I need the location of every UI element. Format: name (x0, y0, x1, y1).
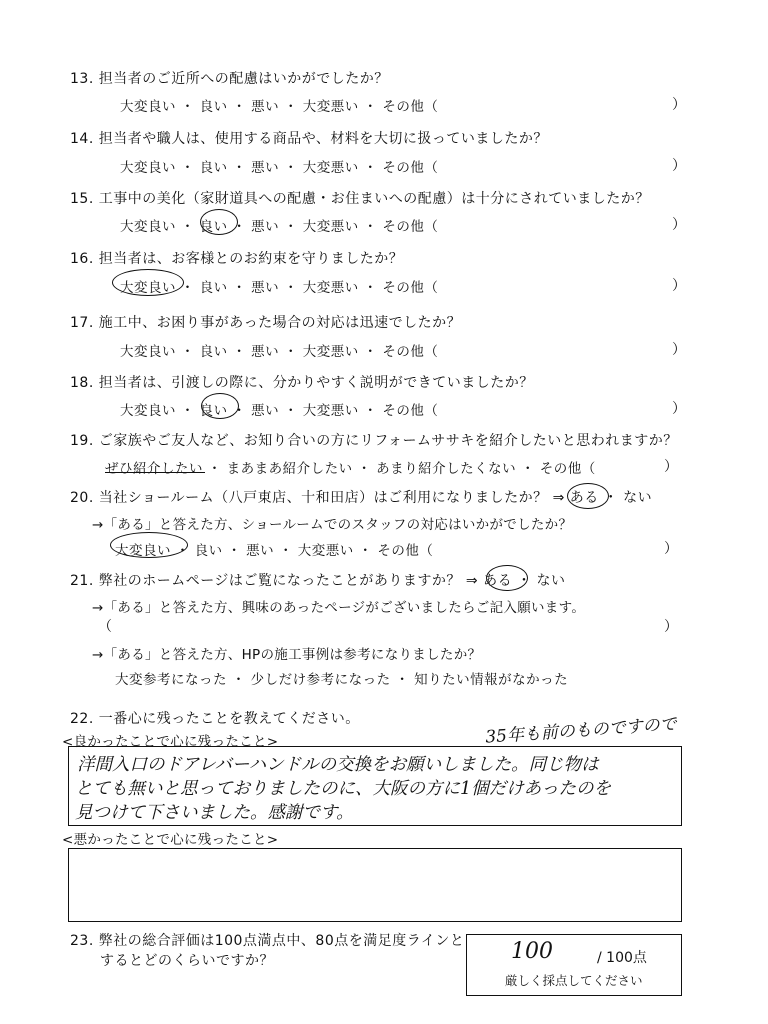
q21-options[interactable]: 大変参考になった ・ 少しだけ参考になった ・ 知りたい情報がなかった (115, 672, 569, 688)
q18-close-paren: ） (672, 401, 686, 417)
q15-options[interactable]: 大変良い ・ 良い ・ 悪い ・ 大変悪い ・ その他（ (120, 219, 439, 235)
question-16: 16. 担当者は、お客様とのお約束を守りましたか？ (70, 251, 404, 267)
q20-followup: →「ある」と答えた方、ショールームでのスタッフの対応はいかがでしたか？ (92, 517, 573, 533)
question-22: 22. 一番心に残ったことを教えてください。 (70, 711, 360, 727)
question-14: 14. 担当者や職人は、使用する商品や、材料を大切に扱っていましたか？ (70, 131, 548, 147)
question-17: 17. 施工中、お困り事があった場合の対応は迅速でしたか？ (70, 315, 462, 331)
q21-followup-1: →「ある」と答えた方、興味のあったページがございましたらご記入願います。 (92, 600, 586, 616)
question-15: 15. 工事中の美化（家財道具への配慮・お住まいへの配慮）は十分にされていましたか？ (70, 191, 650, 207)
q20-yes-circle (567, 483, 609, 509)
q22-good-answer-line-3: 見つけて下さいました。感謝です。 (75, 803, 354, 823)
q22-good-answer-line-1: 洋間入口のドアレバーハンドルの交換をお願いしました。同じ物は (77, 755, 599, 775)
q18-options[interactable]: 大変良い ・ 良い ・ 悪い ・ 大変悪い ・ その他（ (120, 403, 439, 419)
q21-followup-2: →「ある」と答えた方、HPの施工事例は参考になりましたか？ (92, 647, 482, 663)
q14-close-paren: ） (672, 158, 686, 174)
q15-close-paren: ） (672, 217, 686, 233)
question-13: 13. 担当者のご近所への配慮はいかがでしたか？ (70, 71, 389, 87)
q20-close-paren: ） (664, 541, 678, 557)
q19-options[interactable]: ぜひ紹介したい ・ まあまあ紹介したい ・ あまり紹介したくない ・ その他（ (105, 461, 596, 477)
q21-open-paren: （ (98, 619, 112, 635)
q21-yes-circle (486, 565, 528, 591)
question-18: 18. 担当者は、引渡しの際に、分かりやすく説明ができていましたか？ (70, 375, 534, 391)
q18-selection-circle (201, 393, 239, 419)
q16-options[interactable]: 大変良い ・ 良い ・ 悪い ・ 大変悪い ・ その他（ (120, 280, 439, 296)
q20-selection-circle (110, 532, 188, 558)
q20-options[interactable]: 大変良い ・ 良い ・ 悪い ・ 大変悪い ・ その他（ (115, 543, 434, 559)
q22-good-label: <良かったことで心に残ったこと> (62, 734, 279, 750)
q22-bad-label: <悪かったことで心に残ったこと> (62, 832, 279, 848)
q15-selection-circle (200, 209, 238, 235)
question-20: 20. 当社ショールーム（八戸東店、十和田店）はご利用になりましたか？ ⇒ ある ・ ない (70, 490, 653, 506)
q23-score-unit: / 100点 (597, 950, 647, 966)
question-21: 21. 弊社のホームページはご覧になったことがありますか？ ⇒ ある ・ ない (70, 573, 566, 589)
q16-selection-circle (112, 269, 184, 296)
q23-score-value: 100 (511, 939, 553, 964)
q16-close-paren: ） (672, 278, 686, 294)
question-23-line-2: するとどのくらいですか？ (100, 953, 274, 969)
q22-good-answer-line-2: とても無いと思っておりましたのに、大阪の方に1個だけあったのを (75, 779, 611, 799)
q23-score-box[interactable] (466, 934, 682, 996)
q19-selection-underline (105, 472, 205, 473)
q14-options[interactable]: 大変良い ・ 良い ・ 悪い ・ 大変悪い ・ その他（ (120, 160, 439, 176)
q13-options[interactable]: 大変良い ・ 良い ・ 悪い ・ 大変悪い ・ その他（ (120, 99, 439, 115)
q22-good-answer-box[interactable] (68, 746, 682, 826)
q22-bad-answer-box[interactable] (68, 848, 682, 922)
question-19: 19. ご家族やご友人など、お知り合いの方にリフォームササキを紹介したいと思われますか？ (70, 433, 678, 449)
q13-close-paren: ） (672, 97, 686, 113)
q22-handwritten-note: 35年も前のものですので (484, 714, 678, 748)
q21-close-paren: ） (664, 619, 678, 635)
q17-close-paren: ） (672, 342, 686, 358)
q17-options[interactable]: 大変良い ・ 良い ・ 悪い ・ 大変悪い ・ その他（ (120, 344, 439, 360)
question-23-line-1: 23. 弊社の総合評価は100点満点中、80点を満足度ラインと (70, 933, 465, 949)
q23-score-note: 厳しく採点してください (505, 973, 643, 988)
q19-close-paren: ） (664, 459, 678, 475)
